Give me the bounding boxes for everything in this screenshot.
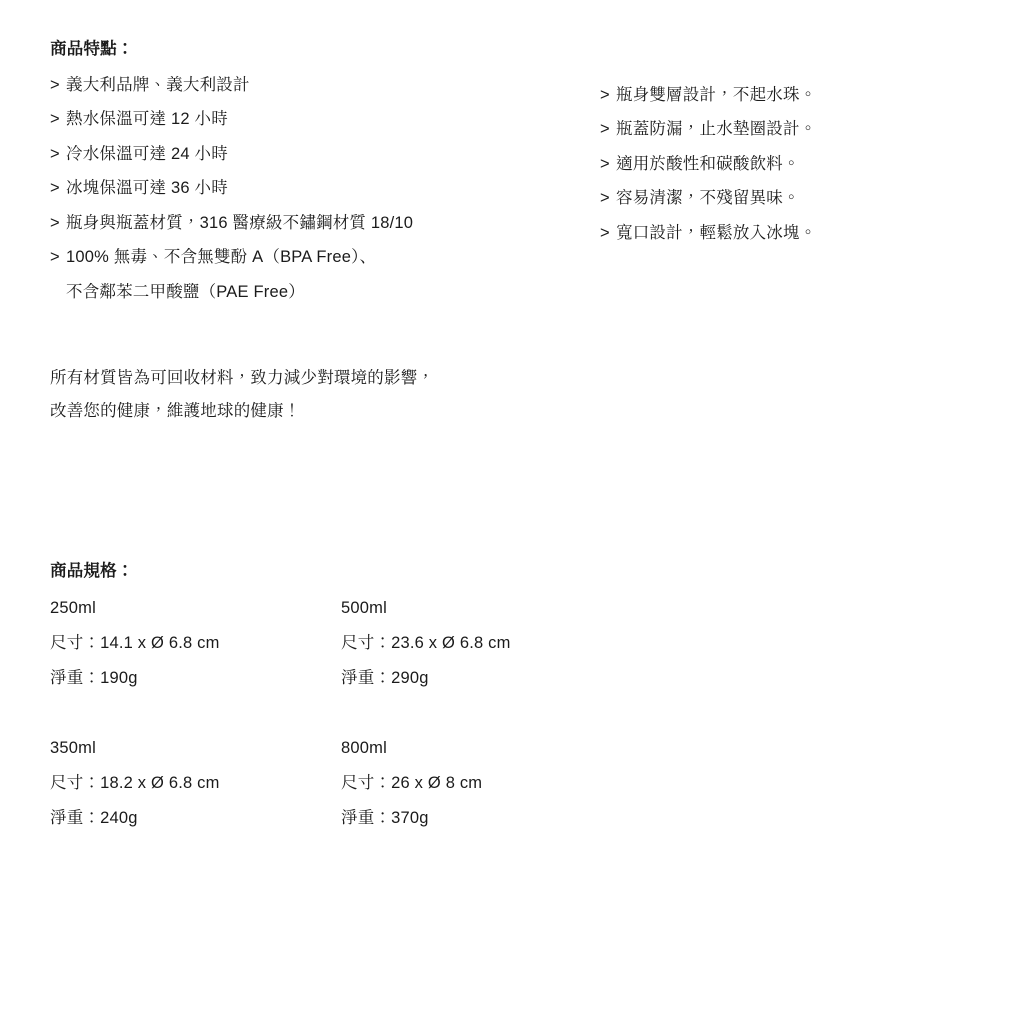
eco-note-section	[50, 362, 670, 428]
spec-variant-size: 尺寸：14.1 x Ø 6.8 cm	[50, 633, 220, 652]
eco-note-line-1: 所有材質皆為可回收材料，致力減少對環境的影響，	[50, 369, 435, 387]
product-features-section	[50, 38, 990, 358]
product-specs-section	[50, 560, 750, 871]
eco-note-line-2: 改善您的健康，維護地球的健康！	[50, 402, 301, 420]
feature-item-text: 瓶蓋防漏，止水墊圈設計。	[616, 120, 817, 139]
spec-variant-name: 800ml	[341, 738, 387, 757]
spec-variant-weight: 淨重：290g	[341, 668, 429, 687]
feature-item	[600, 181, 980, 216]
bullet-marker: >	[600, 85, 610, 104]
spec-variant-350ml	[50, 731, 220, 836]
spec-variant-size: 尺寸：26 x Ø 8 cm	[341, 773, 483, 792]
bullet-marker: >	[600, 223, 610, 242]
spec-variant-name: 250ml	[50, 598, 96, 617]
bullet-marker: >	[50, 144, 60, 163]
bullet-marker: >	[50, 179, 60, 198]
spec-variant-name: 500ml	[341, 598, 387, 617]
spec-variant-800ml	[341, 731, 482, 836]
bullet-marker: >	[50, 110, 60, 129]
specs-grid	[50, 591, 750, 871]
specs-row	[50, 731, 750, 871]
feature-item-text: 冷水保溫可達 24 小時	[66, 144, 228, 163]
feature-item	[600, 216, 980, 251]
specs-row	[50, 591, 750, 731]
spec-variant-weight: 淨重：240g	[50, 808, 138, 827]
bullet-marker: >	[600, 189, 610, 208]
feature-item-text: 瓶身與瓶蓋材質，316 醫療級不鏽鋼材質 18/10	[66, 213, 414, 232]
feature-item	[50, 102, 570, 137]
spec-variant-500ml	[341, 591, 511, 696]
features-heading: 商品特點：	[50, 40, 134, 58]
features-right-column	[600, 78, 980, 251]
feature-item	[50, 68, 570, 103]
feature-item-text: 寬口設計，輕鬆放入冰塊。	[616, 223, 817, 242]
feature-item	[600, 112, 980, 147]
features-left-column	[50, 68, 570, 310]
spec-variant-weight: 淨重：190g	[50, 668, 138, 687]
feature-item	[600, 147, 980, 182]
spec-variant-size: 尺寸：18.2 x Ø 6.8 cm	[50, 773, 220, 792]
feature-item-text: 容易清潔，不殘留異味。	[616, 189, 800, 208]
bullet-marker: >	[50, 75, 60, 94]
feature-item-text: 義大利品牌、義大利設計	[66, 75, 250, 94]
bullet-marker: >	[50, 248, 60, 267]
bullet-marker: >	[50, 213, 60, 232]
feature-item-text: 適用於酸性和碳酸飲料。	[616, 154, 800, 173]
feature-item-continuation: 不含鄰苯二甲酸鹽（PAE Free）	[66, 282, 305, 301]
feature-item	[50, 206, 570, 241]
specs-heading: 商品規格：	[50, 562, 134, 580]
features-columns	[50, 68, 990, 358]
spec-variant-name: 350ml	[50, 738, 96, 757]
feature-item-text: 熱水保溫可達 12 小時	[66, 110, 228, 129]
spec-variant-size: 尺寸：23.6 x Ø 6.8 cm	[341, 633, 511, 652]
feature-item-text: 瓶身雙層設計，不起水珠。	[616, 85, 817, 104]
spec-variant-250ml	[50, 591, 220, 696]
feature-item	[600, 78, 980, 113]
feature-item	[50, 137, 570, 172]
feature-item-text: 冰塊保溫可達 36 小時	[66, 179, 228, 198]
feature-item	[50, 171, 570, 206]
feature-item-text: 100% 無毒、不含無雙酚 A（BPA Free）、	[66, 248, 377, 267]
bullet-marker: >	[600, 154, 610, 173]
spec-variant-weight: 淨重：370g	[341, 808, 429, 827]
feature-item	[50, 240, 570, 275]
bullet-marker: >	[600, 120, 610, 139]
